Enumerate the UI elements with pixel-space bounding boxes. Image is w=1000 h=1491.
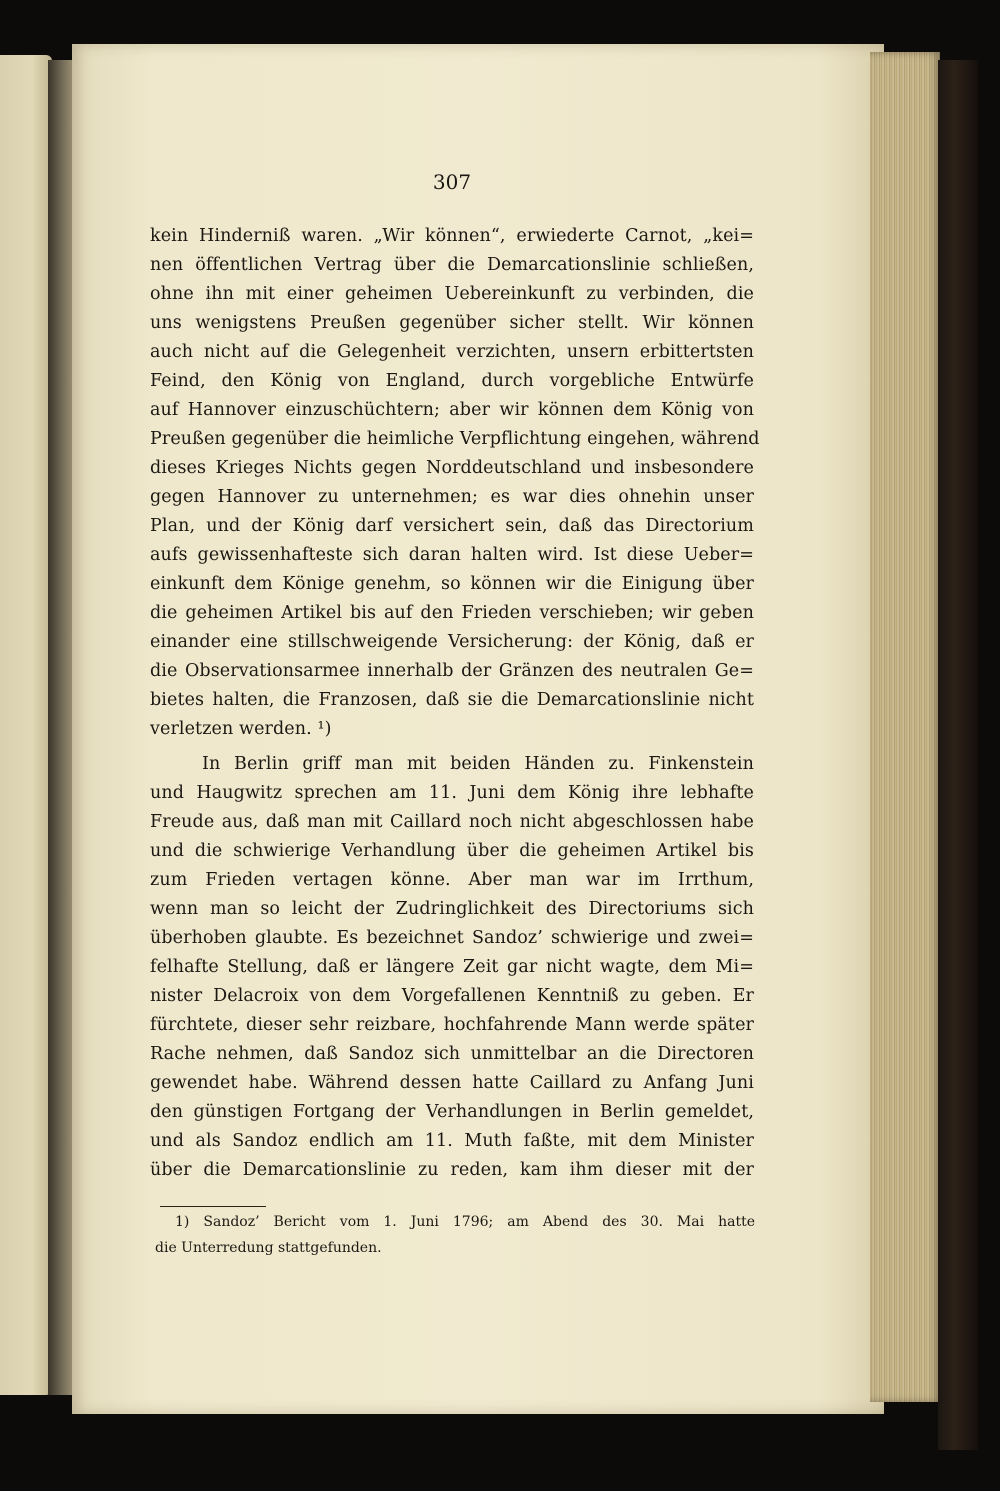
text-line: nister Delacroix von dem Vorgefallenen Kenntniß zu geben. Er [150, 986, 754, 1006]
text-line: Preußen gegenüber die heimliche Verpflichtung eingehen, während [150, 429, 760, 449]
paragraph-start-line: In Berlin griff man mit beiden Händen zu. Finkenstein [202, 754, 754, 774]
text-line: über die Demarcationslinie zu reden, kam ihm dieser mit der [150, 1160, 754, 1180]
footnote-line: die Unterredung stattgefunden. [155, 1240, 382, 1256]
footnote-rule [160, 1206, 266, 1207]
text-line: nen öffentlichen Vertrag über die Demarcationslinie schließen, [150, 255, 754, 275]
text-line: die geheimen Artikel bis auf den Frieden verschieben; wir geben [150, 603, 754, 623]
text-line: zum Frieden vertagen könne. Aber man war im Irrthum, [150, 870, 754, 890]
text-line: wenn man so leicht der Zudringlichkeit des Directoriums sich [150, 899, 754, 919]
text-line: bietes halten, die Franzosen, daß sie die Demarcationslinie nicht [150, 690, 754, 710]
text-line: und die schwierige Verhandlung über die geheimen Artikel bis [150, 841, 754, 861]
book-cover-edge [938, 60, 978, 1450]
text-line: fürchtete, dieser sehr reizbare, hochfahrende Mann werde später [150, 1015, 754, 1035]
text-line: gewendet habe. Während dessen hatte Caillard zu Anfang Juni [150, 1073, 754, 1093]
text-line: und als Sandoz endlich am 11. Muth faßte, mit dem Minister [150, 1131, 754, 1151]
text-line: Rache nehmen, daß Sandoz sich unmittelbar an die Directoren [150, 1044, 754, 1064]
text-line: überhoben glaubte. Es bezeichnet Sandoz’ schwierige und zwei= [150, 928, 754, 948]
text-line: dieses Krieges Nichts gegen Norddeutschland und insbesondere [150, 458, 754, 478]
page-number: 307 [432, 170, 472, 194]
text-line: auf Hannover einzuschüchtern; aber wir können dem König von [150, 400, 754, 420]
text-line: die Observationsarmee innerhalb der Gränzen des neutralen Ge= [150, 661, 754, 681]
paragraph-end-line: verletzen werden. ¹) [150, 719, 332, 739]
left-page-edge [0, 55, 52, 1395]
text-line: einander eine stillschweigende Versicherung: der König, daß er [150, 632, 754, 652]
text-line: Freude aus, daß man mit Caillard noch nicht abgeschlossen habe [150, 812, 754, 832]
text-line: felhafte Stellung, daß er längere Zeit gar nicht wagte, dem Mi= [150, 957, 754, 977]
footnote-line: 1) Sandoz’ Bericht vom 1. Juni 1796; am Abend des 30. Mai hatte [175, 1214, 755, 1230]
page-fore-edge [870, 52, 940, 1402]
text-line: Plan, und der König darf versichert sein, daß das Directorium [150, 516, 754, 536]
text-line: aufs gewissenhafteste sich daran halten wird. Ist diese Ueber= [150, 545, 754, 565]
text-line: Feind, den König von England, durch vorgebliche Entwürfe [150, 371, 754, 391]
text-line: gegen Hannover zu unternehmen; es war dies ohnehin unser [150, 487, 754, 507]
text-line: uns wenigstens Preußen gegenüber sicher stellt. Wir können [150, 313, 754, 333]
text-line: einkunft dem Könige genehm, so können wir die Einigung über [150, 574, 754, 594]
text-line: auch nicht auf die Gelegenheit verzichten, unsern erbittertsten [150, 342, 754, 362]
text-line: den günstigen Fortgang der Verhandlungen in Berlin gemeldet, [150, 1102, 754, 1122]
text-line: ohne ihn mit einer geheimen Uebereinkunft zu verbinden, die [150, 284, 754, 304]
text-line: kein Hinderniß waren. „Wir können“, erwiederte Carnot, „kei= [150, 226, 754, 246]
text-line: und Haugwitz sprechen am 11. Juni dem König ihre lebhafte [150, 783, 754, 803]
